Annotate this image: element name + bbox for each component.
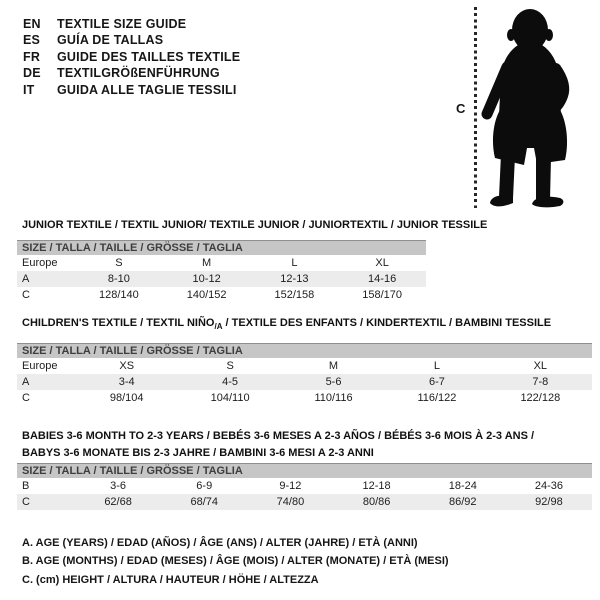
children-title-suffix: / TEXTILE DES ENFANTS / KINDERTEXTIL / BAMBINI TESSILE — [222, 317, 552, 329]
size-cell: 152/158 — [274, 289, 315, 301]
language-title-list — [23, 16, 240, 98]
size-cell: 10-12 — [192, 273, 221, 285]
table-row — [17, 478, 592, 494]
language-row — [23, 82, 240, 98]
size-cell: 104/110 — [210, 392, 250, 404]
row-label: A — [22, 273, 30, 285]
height-label-c: C — [456, 101, 466, 116]
size-cell: 6-9 — [196, 480, 213, 492]
children-table-title — [22, 317, 551, 333]
size-cell: M — [328, 360, 339, 372]
table-row — [17, 374, 592, 390]
language-label: TEXTILE SIZE GUIDE — [57, 17, 187, 31]
row-label: Europe — [22, 257, 58, 269]
table-row — [17, 494, 592, 510]
language-label: GUIDE DES TAILLES TEXTILE — [57, 49, 241, 64]
size-cell: 9-12 — [279, 480, 302, 492]
size-cell: 86/92 — [449, 496, 477, 508]
table-row — [17, 358, 592, 374]
size-cell: 18-24 — [448, 480, 477, 492]
language-row — [23, 32, 240, 48]
size-cell: 140/152 — [186, 289, 227, 301]
size-header-bar: SIZE / TALLA / TAILLE / GRÖSSE / TAGLIA — [17, 240, 426, 255]
size-cell: 12-18 — [362, 480, 391, 492]
babies-title-line1: BABIES 3-6 MONTH TO 2-3 YEARS / BEBÉS 3-6 MESES A 2-3 AÑOS / BÉBÉS 3-6 MOIS À 2-3 ANS / — [22, 430, 535, 442]
size-cell: 158/170 — [362, 289, 402, 301]
language-code: DE — [23, 66, 41, 81]
size-cell: L — [291, 257, 298, 269]
size-cell: M — [202, 257, 212, 269]
language-label: TEXTILGRÖßENFÜHRUNG — [57, 66, 220, 81]
size-cell: L — [433, 360, 440, 372]
size-cell: 62/68 — [104, 496, 132, 508]
junior-size-table — [17, 240, 426, 303]
row-label: C — [22, 392, 30, 404]
babies-size-table — [17, 463, 592, 510]
babies-table-title — [22, 428, 582, 462]
children-size-table — [17, 343, 592, 406]
footnotes — [22, 534, 449, 589]
children-title-prefix: CHILDREN'S TEXTILE / TEXTIL NIÑO — [22, 317, 215, 329]
size-cell: 92/98 — [535, 496, 563, 508]
footnote-a: A. AGE (YEARS) / EDAD (AÑOS) / ÂGE (ANS) / ALTER (JAHRE) / ETÀ (ANNI) — [22, 537, 418, 549]
size-cell: 3-4 — [118, 376, 135, 388]
size-cell: 24-36 — [534, 480, 564, 492]
size-cell: 68/74 — [190, 496, 219, 508]
size-cell: 7-8 — [532, 376, 549, 388]
size-cell: XL — [533, 360, 548, 372]
size-cell: S — [226, 360, 234, 372]
size-cell: 110/116 — [314, 392, 353, 404]
row-label: A — [22, 376, 30, 388]
table-row — [17, 390, 592, 406]
size-cell: 8-10 — [107, 273, 130, 285]
size-cell: 74/80 — [276, 496, 305, 508]
table-row — [17, 287, 426, 303]
table-row — [17, 255, 426, 271]
footnote-c: C. (cm) HEIGHT / ALTURA / HAUTEUR / HÖHE / ALTEZZA — [22, 573, 319, 586]
size-cell: 3-6 — [110, 480, 127, 492]
language-code: IT — [23, 82, 35, 97]
size-cell: 116/122 — [417, 392, 457, 404]
babies-title-line2: BABYS 3-6 MONATE BIS 2-3 JAHRE / BAMBINI 3-6 MESI A 2-3 ANNI — [22, 447, 374, 459]
size-cell: XS — [119, 360, 135, 372]
size-cell: 98/104 — [109, 392, 144, 404]
size-cell: S — [115, 257, 123, 269]
junior-table-title: JUNIOR TEXTILE / TEXTIL JUNIOR/ TEXTILE JUNIOR / JUNIORTEXTIL / JUNIOR TESSILE — [22, 219, 488, 231]
size-cell: 4-5 — [222, 376, 239, 388]
size-cell: 5-6 — [325, 376, 342, 388]
size-cell: XL — [375, 257, 389, 269]
table-row — [17, 271, 426, 287]
language-row — [23, 65, 240, 81]
row-label: C — [22, 289, 30, 301]
size-header-bar: SIZE / TALLA / TAILLE / GRÖSSE / TAGLIA — [17, 343, 592, 358]
language-row — [23, 49, 240, 65]
row-label: B — [22, 480, 30, 492]
row-label: C — [22, 496, 30, 508]
size-cell: 128/140 — [98, 289, 139, 301]
children-title-subscript: /A — [214, 322, 223, 332]
size-cell: 122/128 — [520, 392, 561, 404]
size-cell: 14-16 — [368, 273, 397, 285]
language-code: ES — [23, 33, 41, 48]
language-code: EN — [23, 17, 41, 31]
size-cell: 12-13 — [280, 273, 309, 285]
language-row — [23, 16, 240, 32]
footnote-b: B. AGE (MONTHS) / EDAD (MESES) / ÂGE (MOIS) / ALTER (MONATE) / ETÀ (MESI) — [22, 555, 449, 568]
baby-silhouette-icon — [470, 4, 590, 214]
language-label: GUIDA ALLE TAGLIE TESSILI — [57, 82, 237, 97]
size-cell: 6-7 — [428, 376, 445, 388]
row-label: Europe — [22, 360, 58, 372]
language-code: FR — [23, 49, 41, 64]
language-label: GUÍA DE TALLAS — [57, 33, 164, 48]
size-cell: 80/86 — [362, 496, 391, 508]
size-header-bar: SIZE / TALLA / TAILLE / GRÖSSE / TAGLIA — [17, 463, 592, 478]
